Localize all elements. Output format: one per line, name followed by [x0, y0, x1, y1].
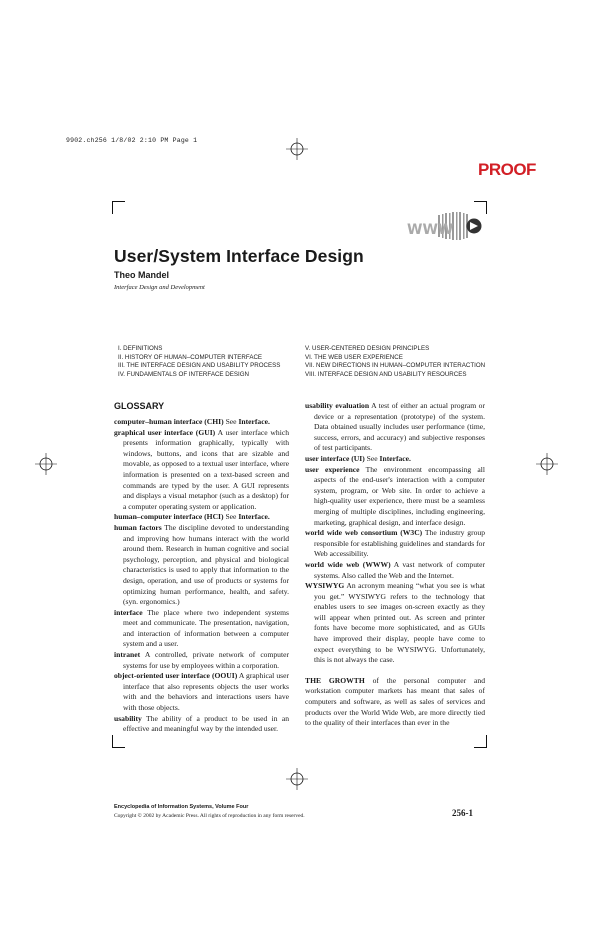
toc-item: VIII. INTERFACE DESIGN AND USABILITY RESOURCES	[305, 370, 467, 378]
glossary-entry: object-oriented user interface (OOUI) A graphical user interface that also represents objects the user works with and the behaviors and interactions users have with those objects.	[114, 671, 289, 713]
registration-mark-icon	[35, 453, 57, 475]
registration-mark-icon	[286, 768, 308, 790]
glossary-entry: graphical user interface (GUI) A user interface which presents information graphically, typically with windows, buttons, and icons that are sizable and movable, as opposed to a textual user interface, where information is presented on a text-based screen and commands are typed by the user. A GUI represents and displays a visual metaphor (such as a desktop) for a computer operating system or application.	[114, 427, 289, 511]
glossary-entry: intranet A controlled, private network of computer systems for use by employees within a corporation.	[114, 650, 289, 670]
glossary-entry: world wide web (WWW) A vast network of computer systems. Also called the Web and the Internet.	[305, 559, 485, 580]
footer-encyclopedia: Encyclopedia of Information Systems, Volume Four	[114, 804, 249, 810]
toc-right	[305, 345, 485, 379]
toc-item: VII. NEW DIRECTIONS IN HUMAN–COMPUTER INTERACTION	[305, 362, 486, 370]
logo-text: WWW	[407, 222, 454, 238]
glossary-entry: computer–human interface (CHI) See Interface.	[114, 417, 270, 426]
toc-item: V. USER-CENTERED DESIGN PRINCIPLES	[305, 345, 430, 352]
toc-item: I. DEFINITIONS	[118, 345, 163, 352]
glossary-entry: usability The ability of a product to be used in an effective and meaningful way by the intended user.	[114, 713, 290, 734]
author-name: Theo Mandel	[114, 270, 170, 280]
author-affiliation: Interface Design and Development	[114, 284, 205, 291]
proof-stamp: PROOF	[478, 160, 536, 179]
glossary-left-column	[114, 417, 289, 735]
www-logo-icon	[404, 212, 482, 240]
article-title: User/System Interface Design	[114, 246, 364, 266]
glossary-entry: interface The place where two independent systems meet and communicate. The presentation, navigation, and interaction of information between a computer system and a user.	[114, 607, 289, 649]
glossary-entry: WYSIWYG An acronym meaning “what you see is what you get.” WYSIWYG refers to the technology that enables users to see images on-screen exactly as they will appear when printed out. As screen and printer fonts have become more sophisticated, and as GUIs have improved their display, people have come to expect everything to be WYSIWYG. Unfortunately, this is not always the case.	[305, 581, 485, 665]
registration-mark-icon	[286, 138, 308, 160]
glossary-entry: user interface (UI) See Interface.	[305, 453, 411, 463]
glossary-heading: GLOSSARY	[114, 401, 165, 411]
body-paragraph: THE GROWTH of the personal computer and workstation computer markets has meant that sales of computers and software, as well as sales of services and products over the World Wide Web, are more directly tied to the quality of their interfaces than ever in the	[305, 675, 485, 728]
glossary-entry: human factors The discipline devoted to understanding and improving how humans interact with the world around them. Research in human cognitive and social psychology, perception, and physical and biological characteristics is used to apply that information to the design, operation, and use of products or systems for optimizing human performance, health, and safety. (syn. ergonomics.)	[114, 522, 289, 607]
toc-item: VI. THE WEB USER EXPERIENCE	[305, 353, 403, 361]
glossary-entry: user experience The environment encompassing all aspects of the end-user's interaction with a computer system, program, or Web site. In order to achieve a high-quality user experience, there must be a seamless merging of multiple disciplines, including engineering, marketing, graphical design, and interface design.	[305, 464, 486, 527]
slug-line: 9902.ch256 1/8/02 2:10 PM Page 1	[66, 137, 198, 144]
glossary-entry: world wide web consortium (W3C) The industry group responsible for establishing guidelines and standards for Web accessibility.	[305, 528, 485, 559]
glossary-right-column	[305, 401, 485, 729]
toc-item: III. THE INTERFACE DESIGN AND USABILITY PROCESS	[118, 362, 281, 370]
toc-item: IV. FUNDAMENTALS OF INTERFACE DESIGN	[118, 370, 249, 378]
footer-copyright: Copyright © 2002 by Academic Press. All rights of reproduction in any form reserved.	[114, 813, 305, 819]
crop-mark-top-left	[112, 201, 125, 214]
toc-item: II. HISTORY OF HUMAN–COMPUTER INTERFACE	[118, 353, 263, 361]
toc-left	[118, 345, 293, 379]
page-number: 256-1	[452, 808, 473, 818]
crop-mark-bottom-right	[474, 735, 487, 748]
glossary-entry: human–computer interface (HCI) See Interface.	[114, 512, 270, 522]
registration-mark-icon	[536, 453, 558, 475]
crop-mark-bottom-left	[112, 735, 125, 748]
glossary-entry: usability evaluation A test of either an actual program or device or a representation (prototype) of the system. Data obtained usually includes user performance (time, success, errors, and accuracy) and subjective responses of test participants.	[305, 401, 485, 453]
